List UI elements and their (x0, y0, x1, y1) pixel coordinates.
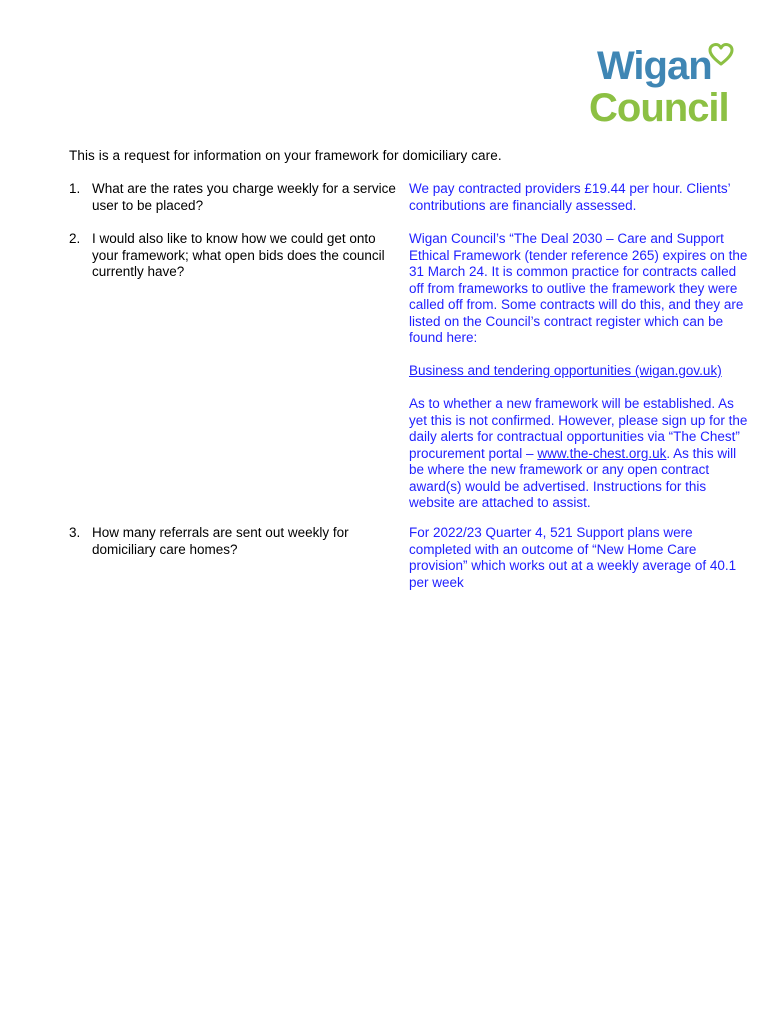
answer-paragraph: Wigan Council’s “The Deal 2030 – Care and Support Ethical Framework (tender reference 265) expires on the 31 March 24. It is common practice for contracts called off from frameworks to outlive the framework they were called off from. Some contracts will do this, and they are listed on the Council’s contract register which can be found here: (409, 231, 748, 345)
question-number: 1. (69, 181, 81, 196)
question-text: I would also like to know how we could get onto your framework; what open bids does the council currently have? (92, 231, 385, 279)
question-number: 2. (69, 231, 81, 246)
answer-3 (409, 525, 749, 591)
heart-icon (708, 42, 734, 68)
answer-2 (409, 231, 749, 512)
answer-1 (409, 181, 749, 214)
question-number: 3. (69, 525, 81, 540)
intro-text: This is a request for information on your framework for domiciliary care. (69, 148, 502, 163)
question-text: What are the rates you charge weekly for a service user to be placed? (92, 181, 396, 213)
the-chest-link[interactable]: www.the-chest.org.uk (537, 445, 667, 461)
question-text: How many referrals are sent out weekly for domiciliary care homes? (92, 525, 349, 557)
wigan-council-logo (585, 40, 745, 130)
logo-wigan-text: Wigan (597, 44, 712, 88)
tendering-opportunities-link[interactable]: Business and tendering opportunities (wigan.gov.uk) (409, 363, 722, 378)
answer-paragraph: As to whether a new framework will be established. As yet this is not confirmed. However, please sign up for the daily alerts for contractual opportunities via “The Chest” procurement portal – www.the-chest.org.uk. As this will be where the new framework or any open contract award(s) would be advertised. Instructions for this website are attached to assist. (409, 396, 748, 510)
answer-text: We pay contracted providers £19.44 per hour. Clients’ contributions are financially assessed. (409, 181, 731, 213)
answer-text: For 2022/23 Quarter 4, 521 Support plans were completed with an outcome of “New Home Care provision” which works out at a weekly average of 40.1 per week (409, 525, 737, 590)
logo-council-text: Council (589, 86, 729, 130)
